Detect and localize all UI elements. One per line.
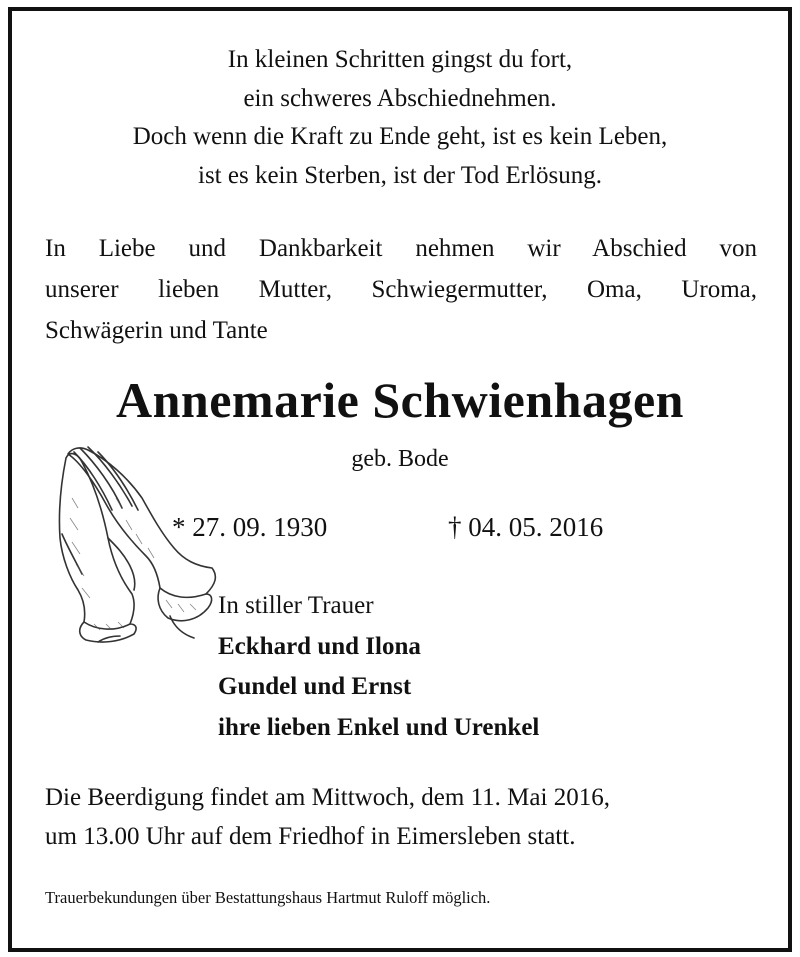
mourner-name: Eckhard und Ilona: [218, 632, 421, 660]
deceased-name: Annemarie Schwienhagen: [116, 372, 684, 428]
funeral-line: Die Beerdigung findet am Mittwoch, dem 11. Mai 2016,: [45, 784, 610, 811]
birth-date: * 27. 09. 1930: [172, 512, 328, 542]
poem-line: ist es kein Sterben, ist der Tod Erlösung.: [198, 161, 602, 189]
birth-name: geb. Bode: [351, 446, 449, 472]
mourners-intro: In stiller Trauer: [218, 592, 374, 619]
poem-line: Doch wenn die Kraft zu Ende geht, ist es kein Leben,: [132, 123, 668, 150]
farewell-line: Schwägerin und Tante: [45, 317, 268, 344]
funeral-notice: [45, 779, 610, 856]
mourner-name: ihre lieben Enkel und Urenkel: [218, 713, 540, 741]
memorial-poem: [12, 41, 788, 195]
poem-line: ein schweres Abschiednehmen.: [243, 84, 557, 112]
farewell-line: unserer lieben Mutter, Schwiegermutter, Oma, Uroma,: [45, 276, 757, 303]
condolence-note: Trauerbekundungen über Bestattungshaus Hartmut Ruloff möglich.: [45, 888, 491, 907]
farewell-text: [45, 228, 757, 351]
funeral-line: um 13.00 Uhr auf dem Friedhof in Eimersleben statt.: [45, 822, 576, 850]
death-date: † 04. 05. 2016: [448, 512, 604, 542]
mourner-name: Gundel und Ernst: [218, 673, 412, 700]
mourners-block: [218, 586, 539, 748]
farewell-line: In Liebe und Dankbarkeit nehmen wir Abschied von: [45, 235, 757, 262]
poem-line: In kleinen Schritten gingst du fort,: [227, 46, 573, 73]
